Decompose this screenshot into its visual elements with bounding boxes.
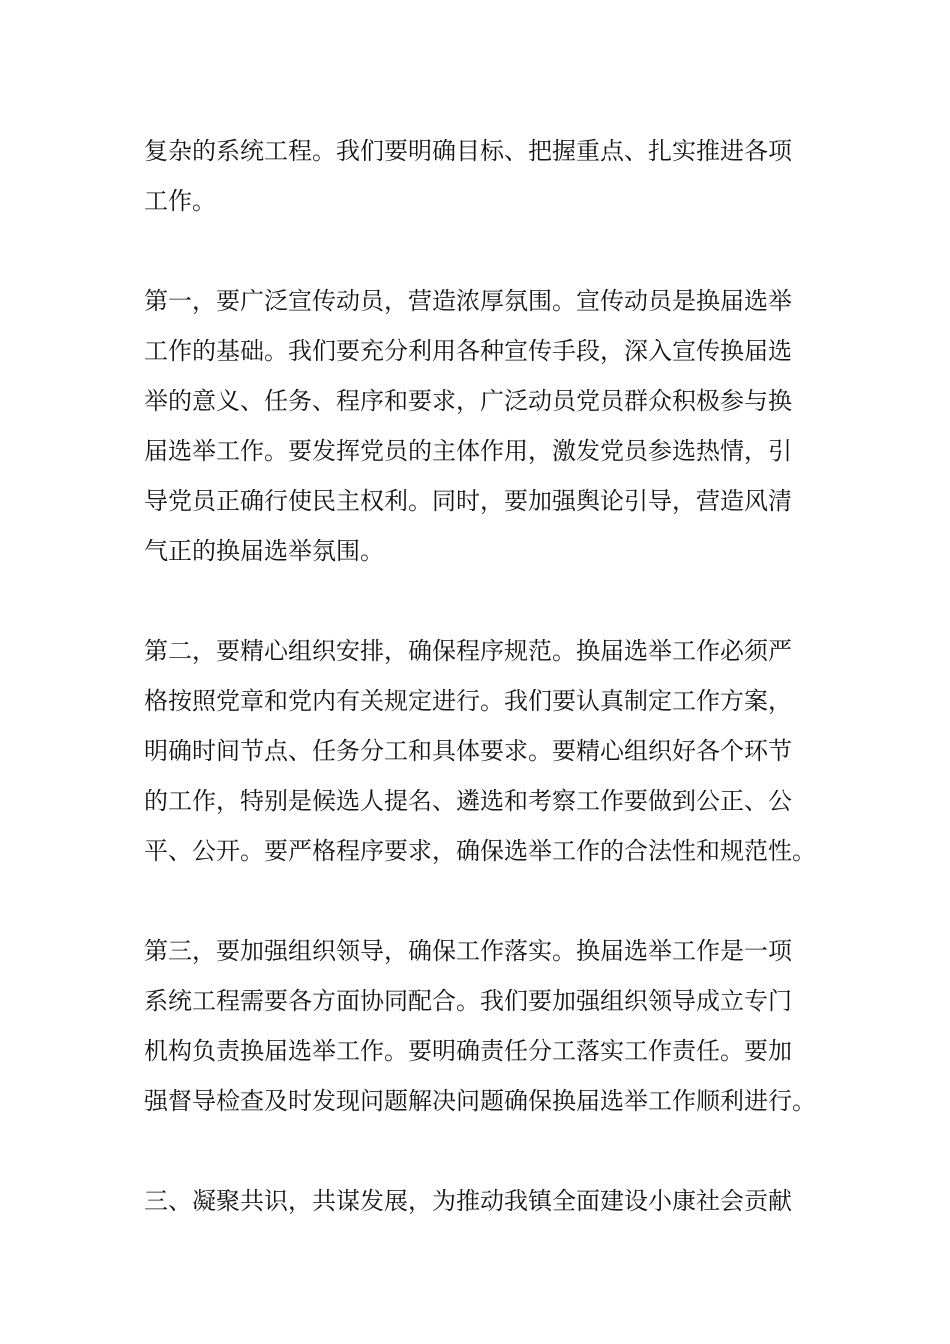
- text-line: 明确时间节点、任务分工和具体要求。要精心组织好各个环节: [144, 737, 792, 765]
- text-line: 强督导检查及时发现问题解决问题确保换届选举工作顺利进行。: [144, 1087, 816, 1115]
- text-line: 导党员正确行使民主权利。同时，要加强舆论引导，营造风清: [144, 487, 792, 515]
- text-line: 第二，要精心组织安排，确保程序规范。换届选举工作必须严: [144, 637, 792, 665]
- text-column: [144, 126, 824, 1276]
- text-line: 第一，要广泛宣传动员，营造浓厚氛围。宣传动员是换届选举: [144, 287, 792, 315]
- text-line: 机构负责换届选举工作。要明确责任分工落实工作责任。要加: [144, 1037, 792, 1065]
- text-line: 的工作，特别是候选人提名、遴选和考察工作要做到公正、公: [144, 787, 792, 815]
- text-line: 复杂的系统工程。我们要明确目标、把握重点、扎实推进各项: [144, 137, 792, 165]
- paragraph-3: [144, 626, 824, 876]
- paragraph-4: [144, 926, 824, 1126]
- paragraph-1: [144, 126, 824, 226]
- text-line: 系统工程需要各方面协同配合。我们要加强组织领导成立专门: [144, 987, 792, 1015]
- text-line: 三、凝聚共识，共谋发展，为推动我镇全面建设小康社会贡献: [144, 1187, 792, 1215]
- text-line: 届选举工作。要发挥党员的主体作用，激发党员参选热情，引: [144, 437, 792, 465]
- text-line: 平、公开。要严格程序要求，确保选举工作的合法性和规范性。: [144, 837, 816, 865]
- section-heading: [144, 1176, 824, 1226]
- text-line: 第三，要加强组织领导，确保工作落实。换届选举工作是一项: [144, 937, 792, 965]
- text-line: 格按照党章和党内有关规定进行。我们要认真制定工作方案，: [144, 687, 792, 715]
- text-line: 气正的换届选举氛围。: [144, 537, 384, 565]
- text-line: 工作。: [144, 187, 216, 215]
- text-line: 工作的基础。我们要充分利用各种宣传手段，深入宣传换届选: [144, 337, 792, 365]
- text-line: 举的意义、任务、程序和要求，广泛动员党员群众积极参与换: [144, 387, 792, 415]
- paragraph-2: [144, 276, 824, 576]
